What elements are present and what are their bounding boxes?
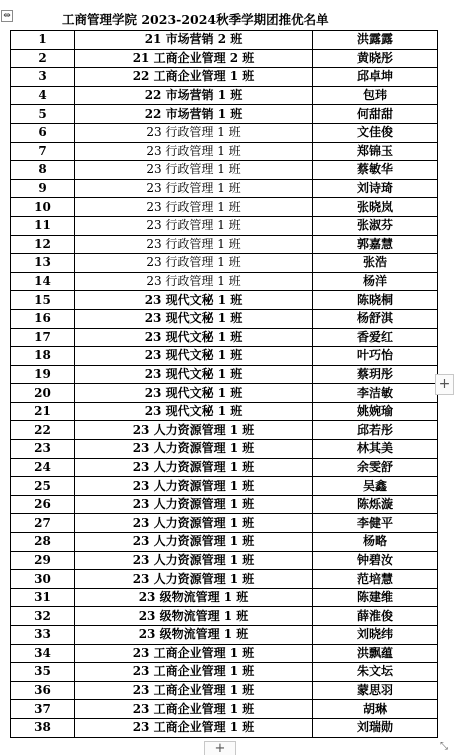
table-row	[11, 644, 438, 663]
row-number-cell[interactable]: 24	[11, 458, 75, 477]
table-row	[11, 551, 438, 570]
class-name-cell[interactable]: 23 行政管理 1 班	[75, 216, 313, 235]
class-name-cell[interactable]: 23 现代文秘 1 班	[75, 384, 313, 403]
class-name-cell[interactable]: 23 工商企业管理 1 班	[75, 700, 313, 719]
class-name-cell[interactable]: 22 市场营销 1 班	[75, 105, 313, 124]
student-name-cell[interactable]: 杨舒淇	[313, 309, 438, 328]
row-number-cell[interactable]: 16	[11, 309, 75, 328]
class-name-cell[interactable]: 23 现代文秘 1 班	[75, 402, 313, 421]
class-name-cell[interactable]: 23 工商企业管理 1 班	[75, 644, 313, 663]
student-name-cell[interactable]: 余雯舒	[313, 458, 438, 477]
student-name-cell[interactable]: 邱若彤	[313, 421, 438, 440]
row-number-cell[interactable]: 29	[11, 551, 75, 570]
student-name-cell[interactable]: 薛淮俊	[313, 607, 438, 626]
student-name-cell[interactable]: 张浩	[313, 254, 438, 273]
row-number-cell[interactable]: 18	[11, 347, 75, 366]
table-row	[11, 198, 438, 217]
student-name-cell[interactable]: 林其美	[313, 440, 438, 459]
student-name-cell[interactable]: 杨略	[313, 533, 438, 552]
class-name-cell[interactable]: 23 工商企业管理 1 班	[75, 718, 313, 737]
table-row	[11, 626, 438, 645]
class-name-cell[interactable]: 23 现代文秘 1 班	[75, 309, 313, 328]
class-name-cell[interactable]: 21 市场营销 2 班	[75, 31, 313, 50]
table-row	[11, 514, 438, 533]
student-name-cell[interactable]: 胡琳	[313, 700, 438, 719]
class-name-cell[interactable]: 23 人力资源管理 1 班	[75, 477, 313, 496]
class-name-cell[interactable]: 23 人力资源管理 1 班	[75, 495, 313, 514]
student-name-cell[interactable]: 陈建维	[313, 588, 438, 607]
row-number-cell[interactable]: 33	[11, 626, 75, 645]
class-name-cell[interactable]: 22 工商企业管理 1 班	[75, 68, 313, 87]
roster-table-body	[11, 31, 438, 738]
table-row	[11, 31, 438, 50]
row-number-cell[interactable]: 22	[11, 421, 75, 440]
student-name-cell[interactable]: 杨洋	[313, 272, 438, 291]
row-number-cell[interactable]: 21	[11, 402, 75, 421]
student-name-cell[interactable]: 蒙思羽	[313, 681, 438, 700]
table-row	[11, 663, 438, 682]
row-number-cell[interactable]: 38	[11, 718, 75, 737]
table-row	[11, 254, 438, 273]
student-name-cell[interactable]: 姚婉瑜	[313, 402, 438, 421]
student-name-cell[interactable]: 刘晓纬	[313, 626, 438, 645]
student-name-cell[interactable]: 黄晓彤	[313, 49, 438, 68]
student-name-cell[interactable]: 蔡敏华	[313, 161, 438, 180]
student-name-cell[interactable]: 何甜甜	[313, 105, 438, 124]
table-row	[11, 86, 438, 105]
table-row	[11, 384, 438, 403]
row-number-cell[interactable]: 28	[11, 533, 75, 552]
row-number-cell[interactable]: 2	[11, 49, 75, 68]
class-name-cell[interactable]: 22 市场营销 1 班	[75, 86, 313, 105]
table-row	[11, 123, 438, 142]
row-number-cell[interactable]: 31	[11, 588, 75, 607]
class-name-cell[interactable]: 23 现代文秘 1 班	[75, 347, 313, 366]
class-name-cell[interactable]: 23 现代文秘 1 班	[75, 291, 313, 310]
student-name-cell[interactable]: 张淑芬	[313, 216, 438, 235]
class-name-cell[interactable]: 21 工商企业管理 2 班	[75, 49, 313, 68]
student-name-cell[interactable]: 包玮	[313, 86, 438, 105]
class-name-cell[interactable]: 23 现代文秘 1 班	[75, 365, 313, 384]
student-name-cell[interactable]: 朱文坛	[313, 663, 438, 682]
table-row	[11, 421, 438, 440]
student-name-cell[interactable]: 范培慧	[313, 570, 438, 589]
row-number-cell[interactable]: 12	[11, 235, 75, 254]
table-row	[11, 105, 438, 124]
table-row	[11, 272, 438, 291]
row-number-cell[interactable]: 27	[11, 514, 75, 533]
class-name-cell[interactable]: 23 工商企业管理 1 班	[75, 663, 313, 682]
row-number-cell[interactable]: 1	[11, 31, 75, 50]
student-name-cell[interactable]: 郑锦玉	[313, 142, 438, 161]
table-row	[11, 291, 438, 310]
table-row	[11, 458, 438, 477]
row-number-cell[interactable]: 35	[11, 663, 75, 682]
class-name-cell[interactable]: 23 行政管理 1 班	[75, 179, 313, 198]
table-row	[11, 68, 438, 87]
row-number-cell[interactable]: 37	[11, 700, 75, 719]
student-name-cell[interactable]: 香爱红	[313, 328, 438, 347]
row-number-cell[interactable]: 30	[11, 570, 75, 589]
student-name-cell[interactable]: 蔡玥彤	[313, 365, 438, 384]
table-row	[11, 718, 438, 737]
class-name-cell[interactable]: 23 级物流管理 1 班	[75, 607, 313, 626]
roster-table	[10, 30, 438, 738]
table-row	[11, 681, 438, 700]
row-number-cell[interactable]: 14	[11, 272, 75, 291]
class-name-cell[interactable]: 23 人力资源管理 1 班	[75, 570, 313, 589]
row-number-cell[interactable]: 19	[11, 365, 75, 384]
row-number-cell[interactable]: 36	[11, 681, 75, 700]
class-name-cell[interactable]: 23 行政管理 1 班	[75, 272, 313, 291]
class-name-cell[interactable]: 23 人力资源管理 1 班	[75, 458, 313, 477]
student-name-cell[interactable]: 文佳俊	[313, 123, 438, 142]
class-name-cell[interactable]: 23 行政管理 1 班	[75, 254, 313, 273]
student-name-cell[interactable]: 刘诗琦	[313, 179, 438, 198]
row-number-cell[interactable]: 6	[11, 123, 75, 142]
class-name-cell[interactable]: 23 行政管理 1 班	[75, 123, 313, 142]
class-name-cell[interactable]: 23 人力资源管理 1 班	[75, 421, 313, 440]
table-move-handle-icon[interactable]: ⇹	[1, 10, 13, 22]
row-number-cell[interactable]: 8	[11, 161, 75, 180]
table-row	[11, 309, 438, 328]
row-number-cell[interactable]: 17	[11, 328, 75, 347]
table-row	[11, 477, 438, 496]
row-number-cell[interactable]: 23	[11, 440, 75, 459]
table-row	[11, 533, 438, 552]
table-row	[11, 495, 438, 514]
row-number-cell[interactable]: 26	[11, 495, 75, 514]
student-name-cell[interactable]: 刘瑞勋	[313, 718, 438, 737]
row-number-cell[interactable]: 34	[11, 644, 75, 663]
row-number-cell[interactable]: 3	[11, 68, 75, 87]
class-name-cell[interactable]: 23 人力资源管理 1 班	[75, 514, 313, 533]
table-row	[11, 328, 438, 347]
add-column-button[interactable]: +	[435, 374, 454, 395]
class-name-cell[interactable]: 23 行政管理 1 班	[75, 161, 313, 180]
student-name-cell[interactable]: 陈晓桐	[313, 291, 438, 310]
row-number-cell[interactable]: 4	[11, 86, 75, 105]
student-name-cell[interactable]: 郭嘉慧	[313, 235, 438, 254]
table-row	[11, 179, 438, 198]
document-title: 工商管理学院 2023-2024秋季学期团推优名单	[62, 12, 329, 27]
student-name-cell[interactable]: 张晓岚	[313, 198, 438, 217]
row-number-cell[interactable]: 20	[11, 384, 75, 403]
class-name-cell[interactable]: 23 行政管理 1 班	[75, 142, 313, 161]
row-number-cell[interactable]: 15	[11, 291, 75, 310]
class-name-cell[interactable]: 23 行政管理 1 班	[75, 235, 313, 254]
row-number-cell[interactable]: 7	[11, 142, 75, 161]
class-name-cell[interactable]: 23 级物流管理 1 班	[75, 626, 313, 645]
class-name-cell[interactable]: 23 级物流管理 1 班	[75, 588, 313, 607]
table-row	[11, 216, 438, 235]
add-row-button[interactable]: +	[204, 741, 236, 755]
row-number-cell[interactable]: 9	[11, 179, 75, 198]
table-row	[11, 570, 438, 589]
row-number-cell[interactable]: 32	[11, 607, 75, 626]
class-name-cell[interactable]: 23 人力资源管理 1 班	[75, 440, 313, 459]
table-row	[11, 49, 438, 68]
table-row	[11, 161, 438, 180]
class-name-cell[interactable]: 23 行政管理 1 班	[75, 198, 313, 217]
table-resize-handle-icon[interactable]: ⤡	[440, 741, 448, 752]
class-name-cell[interactable]: 23 现代文秘 1 班	[75, 328, 313, 347]
student-name-cell[interactable]: 钟碧汝	[313, 551, 438, 570]
student-name-cell[interactable]: 吴鑫	[313, 477, 438, 496]
table-row	[11, 607, 438, 626]
table-row	[11, 700, 438, 719]
table-row	[11, 365, 438, 384]
student-name-cell[interactable]: 陈烁漩	[313, 495, 438, 514]
table-row	[11, 235, 438, 254]
table-row	[11, 347, 438, 366]
student-name-cell[interactable]: 李洁敏	[313, 384, 438, 403]
table-row	[11, 440, 438, 459]
table-row	[11, 588, 438, 607]
row-number-cell[interactable]: 5	[11, 105, 75, 124]
row-number-cell[interactable]: 10	[11, 198, 75, 217]
student-name-cell[interactable]: 洪飘蕴	[313, 644, 438, 663]
student-name-cell[interactable]: 邱卓坤	[313, 68, 438, 87]
class-name-cell[interactable]: 23 工商企业管理 1 班	[75, 681, 313, 700]
row-number-cell[interactable]: 13	[11, 254, 75, 273]
class-name-cell[interactable]: 23 人力资源管理 1 班	[75, 533, 313, 552]
row-number-cell[interactable]: 25	[11, 477, 75, 496]
table-row	[11, 402, 438, 421]
table-row	[11, 142, 438, 161]
student-name-cell[interactable]: 叶巧怡	[313, 347, 438, 366]
student-name-cell[interactable]: 李健平	[313, 514, 438, 533]
student-name-cell[interactable]: 洪露露	[313, 31, 438, 50]
class-name-cell[interactable]: 23 人力资源管理 1 班	[75, 551, 313, 570]
row-number-cell[interactable]: 11	[11, 216, 75, 235]
